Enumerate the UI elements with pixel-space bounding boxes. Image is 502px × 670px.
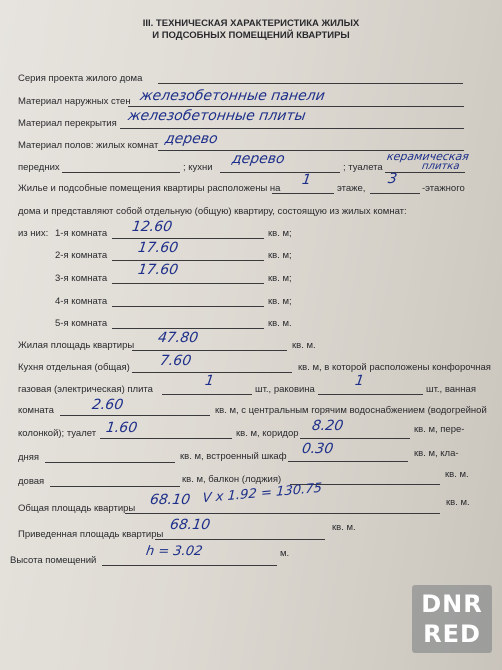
section-title-line1: III. ТЕХНИЧЕСКАЯ ХАРАКТЕРИСТИКА ЖИЛЫХ xyxy=(142,18,360,29)
label-ceiling: Материал перекрытия xyxy=(18,118,117,129)
label-column-toilet: колонкой); туалет xyxy=(18,428,97,439)
line-front xyxy=(45,462,175,463)
value-closet: 0.30 xyxy=(300,441,335,457)
value-corridor: 8.20 xyxy=(310,418,345,434)
label-reduced-area: Приведенная площадь квартиры xyxy=(18,529,164,540)
value-total-area: 68.10 xyxy=(148,492,192,508)
line-outer-walls xyxy=(128,106,464,107)
label-sqm-pere: кв. м, пере- xyxy=(414,424,465,435)
label-outer-walls: Материал наружных стен xyxy=(18,96,131,107)
line-height xyxy=(102,565,277,566)
value-kitchen-floor: дерево xyxy=(230,151,286,167)
label-closet: кв. м, встроенный шкаф xyxy=(180,451,287,462)
line-living-area xyxy=(132,350,287,351)
label-room3: 3-я комната xyxy=(55,273,108,284)
label-kitchen-area: Кухня отдельная (общая) xyxy=(18,362,130,373)
line-ceiling xyxy=(120,128,464,129)
value-toilet-floor-1: керамическая xyxy=(386,150,470,163)
line-reduced-area xyxy=(155,539,325,540)
line-room2 xyxy=(112,260,264,261)
label-sqm-kla: кв. м, кла- xyxy=(414,448,459,459)
label-storey: -этажного xyxy=(422,183,465,194)
value-floor-num: 1 xyxy=(300,172,313,188)
value-room1: 12.60 xyxy=(130,219,174,235)
value-height: h = 3.02 xyxy=(144,544,204,559)
line-room5 xyxy=(112,328,264,329)
label-reduced-sqm: кв. м. xyxy=(332,522,356,533)
line-room4 xyxy=(112,306,264,307)
label-toilet: ; туалета xyxy=(343,162,383,173)
label-stove: газовая (электрическая) плита xyxy=(18,384,153,395)
value-reduced-area: 68.10 xyxy=(168,517,212,533)
label-front: дняя xyxy=(18,452,40,463)
value-room3: 17.60 xyxy=(136,262,180,278)
line-storage xyxy=(50,486,180,487)
line-hallways xyxy=(62,172,180,173)
label-of-them: из них: xyxy=(18,228,49,239)
line-closet xyxy=(288,461,408,462)
label-series: Серия проекта жилого дома xyxy=(18,73,143,84)
line-toilet-area xyxy=(100,438,232,439)
label-hallways: передних xyxy=(18,162,60,173)
label-room1: 1-я комната xyxy=(55,228,108,239)
label-storage: довая xyxy=(18,476,45,487)
value-kitchen-area: 7.60 xyxy=(158,353,193,369)
label-room3-sqm: кв. м; xyxy=(268,273,292,284)
line-floor-num xyxy=(272,193,334,194)
line-room3 xyxy=(112,283,264,284)
value-bathroom: 2.60 xyxy=(90,397,125,413)
label-height-m: м. xyxy=(280,548,290,559)
label-kitchen-tail: кв. м, в которой расположены конфорочная xyxy=(298,362,491,373)
label-balcony: кв. м, балкон (лоджия) xyxy=(182,474,282,485)
value-stoves: 1 xyxy=(203,373,216,389)
value-toilet-floor-2: плитка xyxy=(421,161,461,172)
label-pcs-sink: шт., раковина xyxy=(255,384,315,395)
line-bathroom xyxy=(60,415,210,416)
label-house-line: дома и представляют собой отдельную (общую) квартиру, состоящую из жилых комнат: xyxy=(18,206,407,217)
label-floors: Материал полов: жилых комнат xyxy=(18,140,159,151)
value-toilet: 1.60 xyxy=(104,420,139,436)
label-kitchen: ; кухни xyxy=(183,162,213,173)
label-living-area: Жилая площадь квартиры xyxy=(18,340,135,351)
line-room1 xyxy=(112,238,264,239)
label-bathroom: комната xyxy=(18,405,54,416)
label-room1-sqm: кв. м; xyxy=(268,228,292,239)
label-located-on: Жилье и подсобные помещения квартиры расположены на xyxy=(18,183,281,194)
label-hot-water: кв. м, с центральным горячим водоснабжением (водогрейной xyxy=(215,405,487,416)
label-total-area: Общая площадь квартиры xyxy=(18,503,136,514)
label-corridor: кв. м, коридор xyxy=(236,428,299,439)
label-room5: 5-я комната xyxy=(55,318,108,329)
line-stove xyxy=(162,394,252,395)
label-pcs-bath: шт., ванная xyxy=(426,384,476,395)
label-room4: 4-я комната xyxy=(55,296,108,307)
line-kitchen xyxy=(220,172,340,173)
value-ceiling: железобетонные плиты xyxy=(126,108,307,124)
label-height: Высота помещений xyxy=(10,555,97,566)
value-room2: 17.60 xyxy=(136,240,180,256)
value-sinks: 1 xyxy=(353,373,366,389)
value-floors-living: дерево xyxy=(163,131,219,147)
line-corridor xyxy=(300,438,410,439)
label-living-sqm: кв. м. xyxy=(292,340,316,351)
label-room2-sqm: кв. м; xyxy=(268,250,292,261)
line-total-area xyxy=(125,513,440,514)
label-balcony-sqm: кв. м. xyxy=(445,469,469,480)
value-living-area: 47.80 xyxy=(156,330,200,346)
line-series xyxy=(158,83,463,84)
value-storeys: 3 xyxy=(386,171,399,187)
line-storeys xyxy=(370,193,420,194)
watermark-line1: DNR xyxy=(421,590,483,618)
section-title-line2: И ПОДСОБНЫХ ПОМЕЩЕНИЙ КВАРТИРЫ xyxy=(152,30,350,41)
label-total-sqm: кв. м. xyxy=(446,497,470,508)
dnr-red-watermark xyxy=(412,585,492,653)
label-room4-sqm: кв. м; xyxy=(268,296,292,307)
label-floor: этаже, xyxy=(337,183,366,194)
value-total-note: V x 1.92 = 130.75 xyxy=(202,480,323,507)
line-sink xyxy=(318,394,423,395)
watermark-line2: RED xyxy=(423,620,481,648)
label-room5-sqm: кв. м. xyxy=(268,318,292,329)
label-room2: 2-я комната xyxy=(55,250,108,261)
value-outer-walls: железобетонные панели xyxy=(138,88,326,104)
